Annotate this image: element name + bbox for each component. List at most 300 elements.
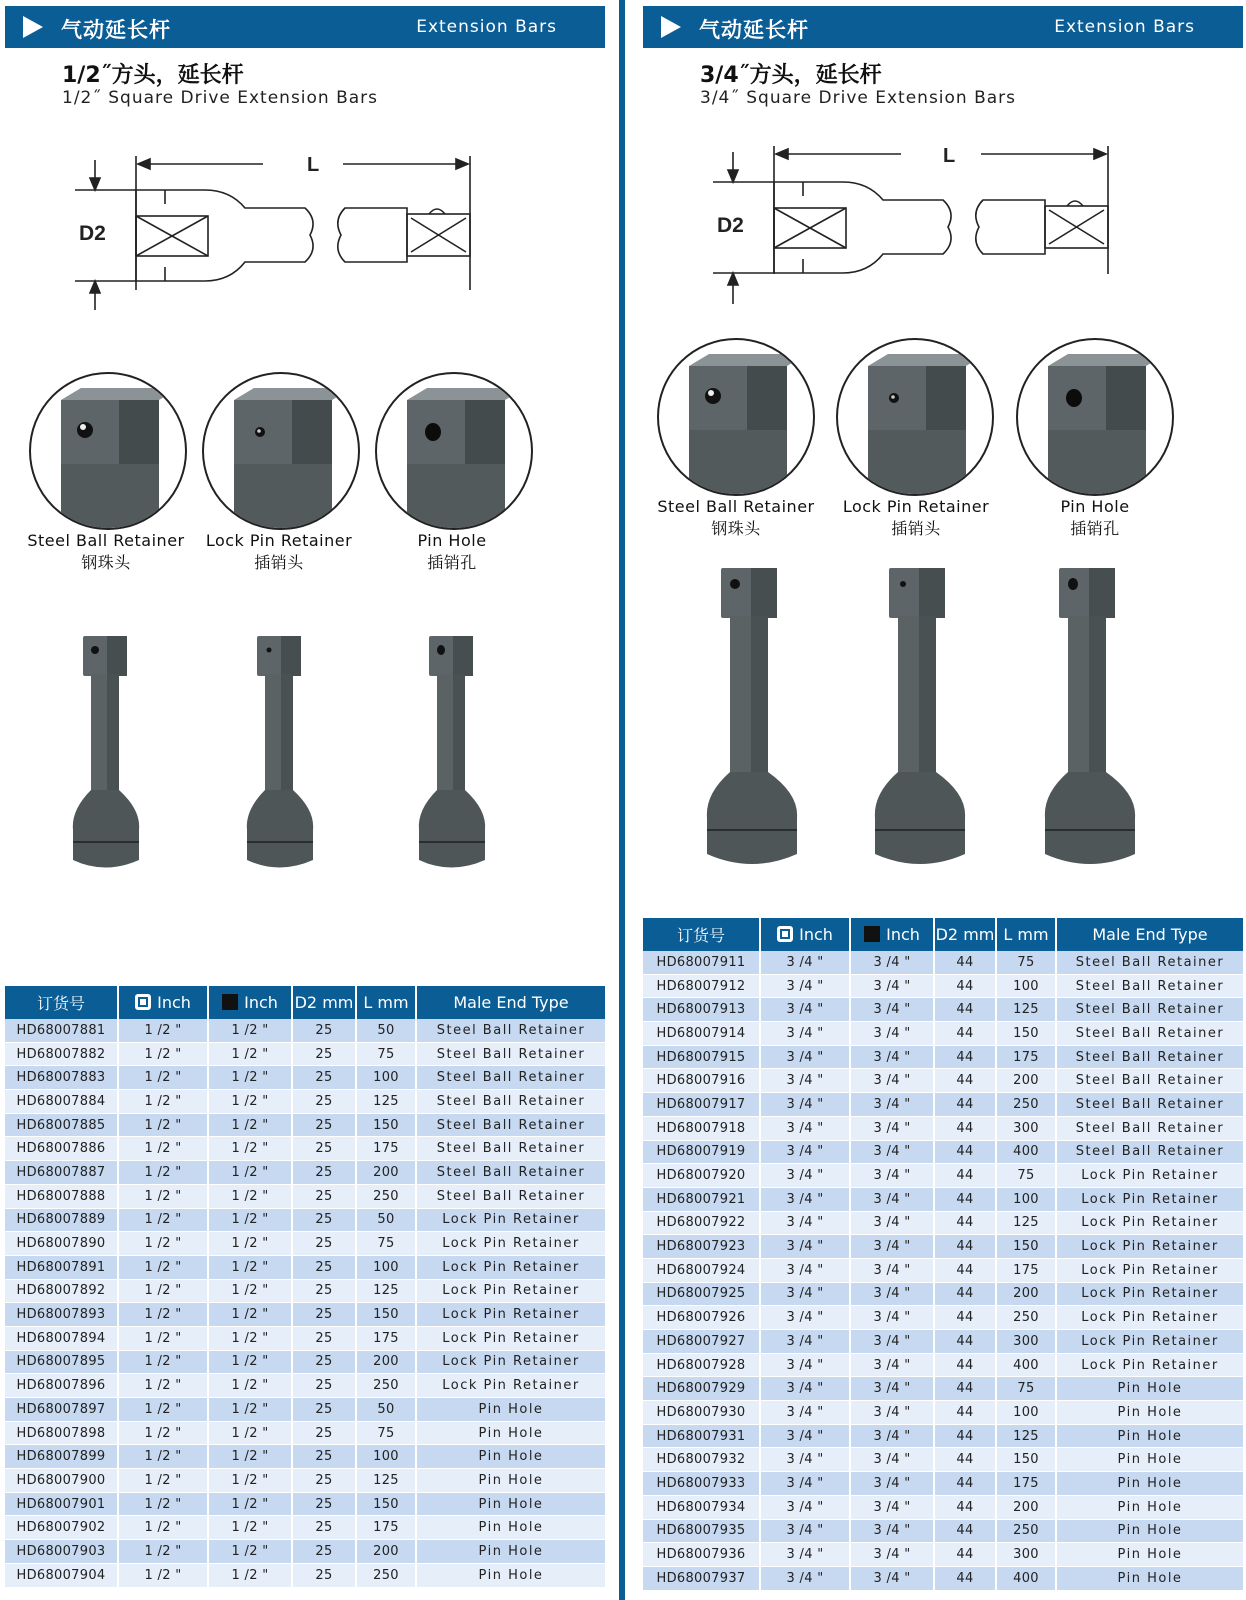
table-body — [643, 951, 1243, 1591]
table-cell: 3 /4 " — [761, 1212, 851, 1236]
table-cell: HD68007904 — [5, 1564, 119, 1588]
table-cell: Pin Hole — [417, 1493, 605, 1517]
table-cell: 75 — [357, 1043, 417, 1067]
table-row — [5, 1445, 605, 1469]
table-cell: 250 — [997, 1520, 1057, 1544]
table-cell: 1 /2 " — [119, 1019, 209, 1043]
table-row — [643, 1377, 1243, 1401]
table-cell: 1 /2 " — [209, 1185, 293, 1209]
product-title-cn: 3/4˝方头，延长杆 — [700, 63, 882, 88]
table-row — [643, 1448, 1243, 1472]
table-cell: 44 — [935, 1259, 997, 1283]
table-row — [643, 1283, 1243, 1307]
table-cell: 1 /2 " — [119, 1398, 209, 1422]
table-cell: 1 /2 " — [209, 1327, 293, 1351]
table-cell: 3 /4 " — [851, 1093, 935, 1117]
table-cell: 3 /4 " — [851, 951, 935, 975]
table-cell: 25 — [293, 1469, 357, 1493]
table-row — [5, 1019, 605, 1043]
table-cell: Pin Hole — [417, 1469, 605, 1493]
table-cell: Steel Ball Retainer — [1057, 975, 1243, 999]
table-cell: Lock Pin Retainer — [1057, 1188, 1243, 1212]
table-cell: 1 /2 " — [119, 1280, 209, 1304]
table-cell: 200 — [357, 1161, 417, 1185]
table-cell: 75 — [357, 1422, 417, 1446]
table-cell: Pin Hole — [1057, 1448, 1243, 1472]
table-cell: HD68007886 — [5, 1137, 119, 1161]
table-cell: Steel Ball Retainer — [417, 1114, 605, 1138]
col-header-male-end-type: Male End Type — [1057, 918, 1243, 951]
table-cell: 75 — [357, 1232, 417, 1256]
table-cell: 1 /2 " — [209, 1066, 293, 1090]
table-row — [643, 1069, 1243, 1093]
table-cell: Lock Pin Retainer — [417, 1351, 605, 1375]
table-cell: 3 /4 " — [761, 1448, 851, 1472]
table-cell: HD68007926 — [643, 1306, 761, 1330]
table-cell: 150 — [357, 1493, 417, 1517]
table-row — [643, 1472, 1243, 1496]
table-cell: HD68007882 — [5, 1043, 119, 1067]
table-cell: HD68007918 — [643, 1117, 761, 1141]
col-header-female-inch: Inch — [761, 918, 851, 951]
table-cell: 1 /2 " — [209, 1374, 293, 1398]
table-cell: HD68007923 — [643, 1235, 761, 1259]
table-cell: 100 — [357, 1066, 417, 1090]
table-row — [5, 1280, 605, 1304]
spec-table — [5, 986, 605, 1588]
table-cell: 150 — [997, 1235, 1057, 1259]
col-header-male-end-type: Male End Type — [417, 986, 605, 1019]
table-cell: 1 /2 " — [119, 1185, 209, 1209]
table-cell: 3 /4 " — [851, 1306, 935, 1330]
table-cell: HD68007911 — [643, 951, 761, 975]
table-cell: HD68007896 — [5, 1374, 119, 1398]
table-cell: 44 — [935, 1543, 997, 1567]
col-header-female-inch: Inch — [119, 986, 209, 1019]
table-cell: Pin Hole — [417, 1422, 605, 1446]
col-header-order-no: 订货号 — [5, 986, 119, 1019]
col-header-d2: D2 mm — [935, 918, 997, 951]
table-cell: 1 /2 " — [209, 1516, 293, 1540]
table-cell: 175 — [997, 1259, 1057, 1283]
table-cell: HD68007893 — [5, 1303, 119, 1327]
table-row — [643, 1212, 1243, 1236]
table-cell: 44 — [935, 1022, 997, 1046]
table-cell: HD68007913 — [643, 998, 761, 1022]
table-cell: 3 /4 " — [761, 1069, 851, 1093]
table-cell: 3 /4 " — [851, 975, 935, 999]
table-cell: 1 /2 " — [119, 1351, 209, 1375]
banner-title-cn: 气动延长杆 — [61, 18, 171, 42]
table-cell: 3 /4 " — [761, 1259, 851, 1283]
table-row — [643, 1306, 1243, 1330]
table-cell: HD68007889 — [5, 1209, 119, 1233]
table-cell: Lock Pin Retainer — [1057, 1235, 1243, 1259]
product-title-cn: 1/2˝方头，延长杆 — [62, 63, 244, 88]
extension-bar-image — [1035, 562, 1145, 872]
table-row — [643, 1117, 1243, 1141]
table-row — [5, 1398, 605, 1422]
table-cell: 44 — [935, 1141, 997, 1165]
table-cell: 3 /4 " — [851, 998, 935, 1022]
table-cell: 50 — [357, 1398, 417, 1422]
table-row — [5, 1256, 605, 1280]
tip-caption — [1000, 496, 1190, 540]
table-cell: 1 /2 " — [209, 1019, 293, 1043]
tip-caption-en: Lock Pin Retainer — [842, 497, 990, 516]
table-cell: 400 — [997, 1141, 1057, 1165]
table-cell: 44 — [935, 1188, 997, 1212]
table-cell: HD68007936 — [643, 1543, 761, 1567]
col-header-length: L mm — [997, 918, 1057, 951]
table-cell: 1 /2 " — [209, 1469, 293, 1493]
table-cell: 100 — [357, 1256, 417, 1280]
hollow-square-icon — [135, 994, 151, 1010]
table-cell: 3 /4 " — [761, 1543, 851, 1567]
table-cell: HD68007898 — [5, 1422, 119, 1446]
tip-closeup-circle — [375, 372, 533, 530]
table-cell: 3 /4 " — [851, 1401, 935, 1425]
table-cell: Steel Ball Retainer — [417, 1161, 605, 1185]
tip-caption — [821, 496, 1011, 540]
table-row — [643, 1520, 1243, 1544]
table-cell: HD68007903 — [5, 1540, 119, 1564]
table-cell: 3 /4 " — [851, 1235, 935, 1259]
table-cell: 75 — [997, 1377, 1057, 1401]
table-cell: HD68007884 — [5, 1090, 119, 1114]
table-cell: 1 /2 " — [119, 1516, 209, 1540]
table-cell: 3 /4 " — [761, 1520, 851, 1544]
table-cell: 25 — [293, 1114, 357, 1138]
table-cell: 3 /4 " — [851, 1425, 935, 1449]
table-row — [643, 951, 1243, 975]
table-cell: 3 /4 " — [761, 1306, 851, 1330]
table-cell: HD68007902 — [5, 1516, 119, 1540]
table-cell: HD68007891 — [5, 1256, 119, 1280]
hollow-square-icon — [777, 926, 793, 942]
solid-square-icon — [222, 994, 238, 1010]
pin-hole-tip-icon — [377, 374, 533, 530]
table-cell: HD68007888 — [5, 1185, 119, 1209]
table-cell: Pin Hole — [1057, 1496, 1243, 1520]
tip-caption-en: Lock Pin Retainer — [205, 531, 353, 550]
table-cell: 25 — [293, 1209, 357, 1233]
table-row — [643, 1141, 1243, 1165]
table-cell: 3 /4 " — [761, 1567, 851, 1591]
table-body — [5, 1019, 605, 1588]
table-cell: 25 — [293, 1185, 357, 1209]
table-cell: Lock Pin Retainer — [1057, 1212, 1243, 1236]
table-row — [5, 1374, 605, 1398]
table-cell: HD68007897 — [5, 1398, 119, 1422]
table-row — [5, 1493, 605, 1517]
table-cell: 1 /2 " — [209, 1043, 293, 1067]
table-row — [643, 1235, 1243, 1259]
tip-caption-cn: 钢珠头 — [711, 519, 761, 538]
table-cell: Lock Pin Retainer — [417, 1327, 605, 1351]
table-cell: 25 — [293, 1327, 357, 1351]
table-cell: 3 /4 " — [851, 1543, 935, 1567]
tip-caption-cn: 插销孔 — [427, 553, 477, 572]
table-row — [5, 1232, 605, 1256]
table-row — [5, 1090, 605, 1114]
table-cell: 25 — [293, 1280, 357, 1304]
extension-bar-image — [67, 630, 147, 875]
table-cell: 1 /2 " — [209, 1232, 293, 1256]
table-cell: Lock Pin Retainer — [1057, 1354, 1243, 1378]
table-row — [5, 1303, 605, 1327]
table-cell: Pin Hole — [417, 1564, 605, 1588]
table-cell: 44 — [935, 1046, 997, 1070]
table-cell: 1 /2 " — [119, 1564, 209, 1588]
table-cell: 1 /2 " — [209, 1209, 293, 1233]
table-cell: HD68007917 — [643, 1093, 761, 1117]
table-cell: Steel Ball Retainer — [417, 1043, 605, 1067]
table-cell: Steel Ball Retainer — [1057, 998, 1243, 1022]
table-cell: 3 /4 " — [851, 1046, 935, 1070]
table-cell: 3 /4 " — [761, 1377, 851, 1401]
table-cell: Steel Ball Retainer — [1057, 951, 1243, 975]
table-cell: 400 — [997, 1567, 1057, 1591]
table-cell: HD68007885 — [5, 1114, 119, 1138]
tip-caption-cn: 钢珠头 — [81, 553, 131, 572]
tip-caption-cn: 插销头 — [891, 519, 941, 538]
table-cell: 44 — [935, 1069, 997, 1093]
table-cell: 150 — [357, 1114, 417, 1138]
table-cell: Pin Hole — [417, 1540, 605, 1564]
table-cell: 125 — [997, 1425, 1057, 1449]
table-cell: Lock Pin Retainer — [417, 1209, 605, 1233]
col-header-male-inch: Inch — [209, 986, 293, 1019]
table-cell: 150 — [997, 1022, 1057, 1046]
table-cell: HD68007928 — [643, 1354, 761, 1378]
table-cell: 3 /4 " — [851, 1377, 935, 1401]
table-cell: 1 /2 " — [209, 1564, 293, 1588]
lock-pin-tip-icon — [204, 374, 360, 530]
table-cell: 44 — [935, 1472, 997, 1496]
table-cell: HD68007919 — [643, 1141, 761, 1165]
table-cell: HD68007916 — [643, 1069, 761, 1093]
table-cell: 1 /2 " — [209, 1493, 293, 1517]
table-cell: 3 /4 " — [851, 1164, 935, 1188]
tip-closeup-circle — [202, 372, 360, 530]
table-row — [5, 1516, 605, 1540]
table-cell: 25 — [293, 1445, 357, 1469]
table-cell: Pin Hole — [1057, 1543, 1243, 1567]
table-cell: 3 /4 " — [761, 1425, 851, 1449]
table-row — [643, 1022, 1243, 1046]
spec-table — [643, 918, 1243, 1591]
table-cell: 3 /4 " — [851, 1283, 935, 1307]
table-cell: 1 /2 " — [209, 1137, 293, 1161]
table-cell: 1 /2 " — [209, 1398, 293, 1422]
table-cell: Steel Ball Retainer — [1057, 1069, 1243, 1093]
table-cell: 3 /4 " — [761, 975, 851, 999]
col-header-male-inch: Inch — [851, 918, 935, 951]
table-cell: 44 — [935, 1425, 997, 1449]
table-cell: 44 — [935, 951, 997, 975]
table-cell: Lock Pin Retainer — [1057, 1330, 1243, 1354]
table-cell: 150 — [997, 1448, 1057, 1472]
table-cell: 1 /2 " — [119, 1327, 209, 1351]
tip-caption-cn: 插销孔 — [1070, 519, 1120, 538]
table-row — [5, 1066, 605, 1090]
extension-bar-image — [697, 562, 807, 872]
table-header-row — [643, 918, 1243, 951]
table-cell: 250 — [357, 1185, 417, 1209]
table-cell: HD68007930 — [643, 1401, 761, 1425]
table-cell: 125 — [997, 1212, 1057, 1236]
steel-ball-tip-icon — [659, 340, 815, 496]
table-cell: 175 — [357, 1327, 417, 1351]
table-row — [643, 1354, 1243, 1378]
table-cell: 400 — [997, 1354, 1057, 1378]
table-cell: 75 — [997, 951, 1057, 975]
length-label: L — [307, 154, 320, 176]
table-cell: 1 /2 " — [209, 1540, 293, 1564]
table-cell: 25 — [293, 1351, 357, 1375]
table-row — [643, 1259, 1243, 1283]
table-cell: 3 /4 " — [761, 1283, 851, 1307]
table-row — [643, 998, 1243, 1022]
table-cell: 44 — [935, 1235, 997, 1259]
table-row — [5, 1209, 605, 1233]
table-cell: 1 /2 " — [119, 1540, 209, 1564]
table-cell: 44 — [935, 1520, 997, 1544]
table-cell: HD68007931 — [643, 1425, 761, 1449]
table-cell: 25 — [293, 1564, 357, 1588]
table-cell: 3 /4 " — [851, 1212, 935, 1236]
table-cell: 3 /4 " — [761, 1401, 851, 1425]
table-row — [5, 1351, 605, 1375]
table-cell: HD68007900 — [5, 1469, 119, 1493]
table-cell: HD68007887 — [5, 1161, 119, 1185]
table-cell: 1 /2 " — [119, 1256, 209, 1280]
table-cell: HD68007915 — [643, 1046, 761, 1070]
table-cell: 44 — [935, 1448, 997, 1472]
table-header-row — [5, 986, 605, 1019]
tip-closeup-circle — [1016, 338, 1174, 496]
table-cell: 3 /4 " — [851, 1520, 935, 1544]
table-cell: Pin Hole — [417, 1398, 605, 1422]
banner-title-en: Extension Bars — [1054, 17, 1195, 37]
table-cell: 44 — [935, 1354, 997, 1378]
table-cell: 3 /4 " — [761, 1496, 851, 1520]
table-row — [5, 1540, 605, 1564]
play-triangle-icon — [661, 16, 681, 38]
table-cell: Lock Pin Retainer — [417, 1303, 605, 1327]
table-cell: HD68007883 — [5, 1066, 119, 1090]
pin-hole-tip-icon — [1018, 340, 1174, 496]
table-cell: 175 — [357, 1137, 417, 1161]
table-cell: Steel Ball Retainer — [417, 1090, 605, 1114]
table-row — [5, 1327, 605, 1351]
table-cell: 3 /4 " — [761, 1330, 851, 1354]
table-cell: 1 /2 " — [209, 1090, 293, 1114]
table-row — [643, 1425, 1243, 1449]
table-cell: Pin Hole — [1057, 1401, 1243, 1425]
tip-caption — [357, 530, 547, 574]
table-cell: 44 — [935, 1283, 997, 1307]
table-cell: 1 /2 " — [119, 1114, 209, 1138]
table-cell: 25 — [293, 1422, 357, 1446]
table-cell: 44 — [935, 1377, 997, 1401]
table-cell: 1 /2 " — [119, 1493, 209, 1517]
table-cell: 1 /2 " — [119, 1137, 209, 1161]
table-cell: Steel Ball Retainer — [1057, 1022, 1243, 1046]
table-cell: HD68007895 — [5, 1351, 119, 1375]
column-divider — [619, 0, 625, 1600]
tip-caption — [641, 496, 831, 540]
table-cell: 25 — [293, 1043, 357, 1067]
table-cell: 25 — [293, 1090, 357, 1114]
table-cell: 50 — [357, 1209, 417, 1233]
table-cell: Pin Hole — [417, 1445, 605, 1469]
table-cell: 125 — [357, 1280, 417, 1304]
table-cell: HD68007894 — [5, 1327, 119, 1351]
table-row — [5, 1137, 605, 1161]
table-cell: HD68007899 — [5, 1445, 119, 1469]
table-cell: Steel Ball Retainer — [1057, 1093, 1243, 1117]
table-cell: 200 — [357, 1351, 417, 1375]
table-cell: 250 — [997, 1306, 1057, 1330]
length-label: L — [943, 145, 956, 167]
table-cell: 3 /4 " — [851, 1448, 935, 1472]
table-row — [5, 1114, 605, 1138]
diameter-label: D2 — [717, 214, 744, 237]
table-cell: 3 /4 " — [761, 1046, 851, 1070]
table-cell: 25 — [293, 1232, 357, 1256]
table-cell: 3 /4 " — [761, 1117, 851, 1141]
table-row — [643, 1046, 1243, 1070]
tip-closeup-circle — [657, 338, 815, 496]
tip-caption-cn: 插销头 — [254, 553, 304, 572]
table-cell: 100 — [997, 975, 1057, 999]
table-cell: 44 — [935, 1401, 997, 1425]
table-cell: HD68007932 — [643, 1448, 761, 1472]
table-cell: HD68007929 — [643, 1377, 761, 1401]
table-row — [5, 1043, 605, 1067]
table-cell: 1 /2 " — [209, 1114, 293, 1138]
table-cell: 200 — [357, 1540, 417, 1564]
solid-square-icon — [864, 926, 880, 942]
table-cell: HD68007924 — [643, 1259, 761, 1283]
table-cell: Steel Ball Retainer — [1057, 1141, 1243, 1165]
table-cell: 25 — [293, 1374, 357, 1398]
table-cell: 1 /2 " — [119, 1066, 209, 1090]
table-cell: 3 /4 " — [851, 1117, 935, 1141]
dimension-diagram — [643, 132, 1243, 332]
table-cell: 3 /4 " — [851, 1472, 935, 1496]
table-cell: 25 — [293, 1540, 357, 1564]
table-cell: 200 — [997, 1069, 1057, 1093]
col-header-d2: D2 mm — [293, 986, 357, 1019]
table-cell: 1 /2 " — [209, 1256, 293, 1280]
table-cell: 1 /2 " — [119, 1445, 209, 1469]
table-cell: 3 /4 " — [851, 1259, 935, 1283]
tip-caption-en: Steel Ball Retainer — [657, 497, 815, 516]
table-cell: Pin Hole — [417, 1516, 605, 1540]
table-cell: 100 — [357, 1445, 417, 1469]
table-cell: 50 — [357, 1019, 417, 1043]
table-cell: 3 /4 " — [851, 1188, 935, 1212]
table-cell: Lock Pin Retainer — [417, 1280, 605, 1304]
table-row — [643, 1164, 1243, 1188]
table-cell: Steel Ball Retainer — [417, 1019, 605, 1043]
table-cell: 1 /2 " — [119, 1090, 209, 1114]
table-cell: Steel Ball Retainer — [417, 1185, 605, 1209]
table-cell: 3 /4 " — [851, 1141, 935, 1165]
